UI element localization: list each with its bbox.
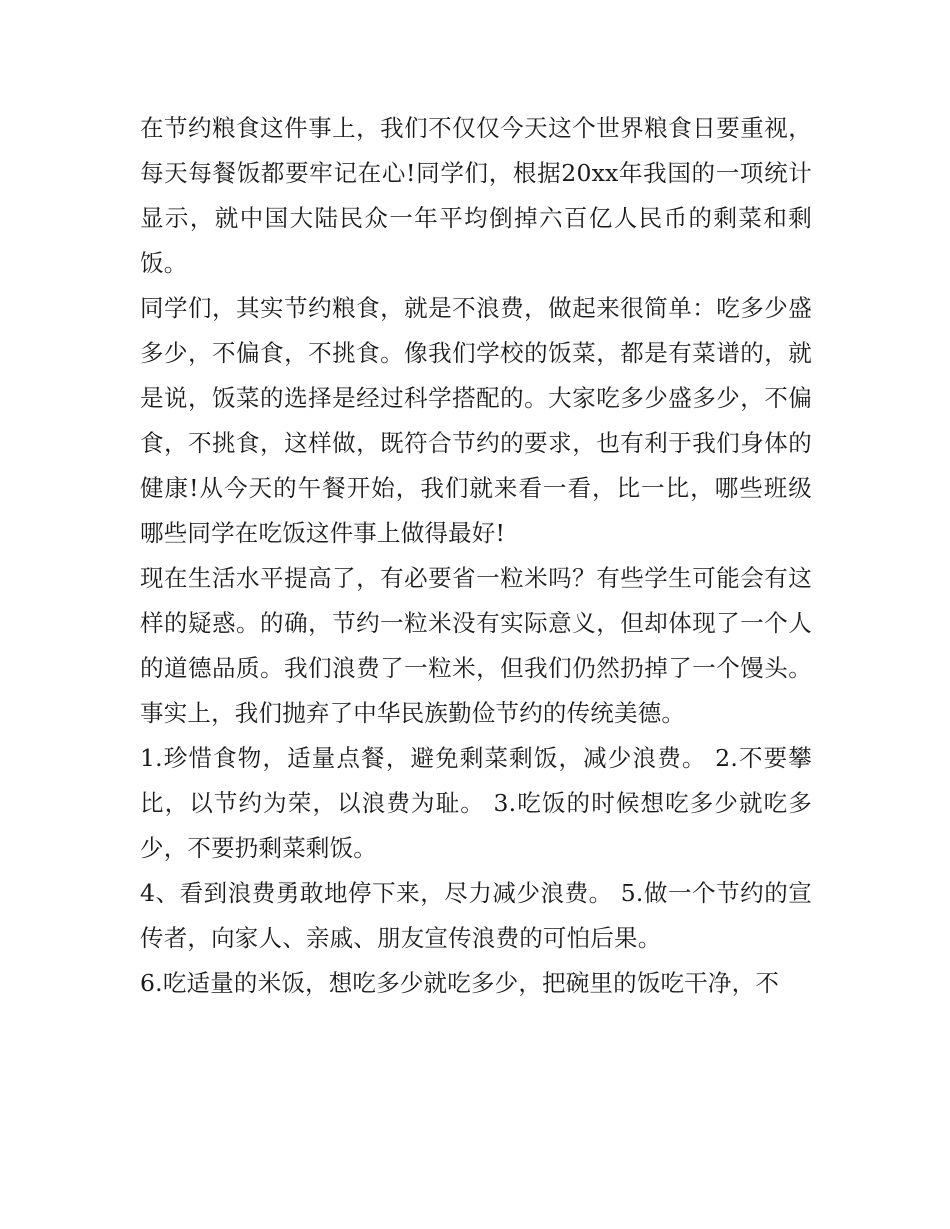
paragraph-5-list-items: 4、看到浪费勇敢地停下来，尽力减少浪费。 5.做一个节约的宣传者，向家人、亲戚、朋友宣传浪费的可怕后果。 [140,879,812,952]
paragraph-1: 在节约粮食这件事上，我们不仅仅今天这个世界粮食日要重视，每天每餐饭都要牢记在心!同学们，根据20xx年我国的一项统计显示，就中国大陆民众一年平均倒掉六百亿人民币的剩菜和剩饭。 [140,114,812,277]
document-body [140,106,812,1006]
paragraph-6-list-item: 6.吃适量的米饭，想吃多少就吃多少，把碗里的饭吃干净，不 [140,969,780,997]
paragraph-4-list-items: 1.珍惜食物，适量点餐，避免剩菜剩饭，减少浪费。 2.不要攀比，以节约为荣，以浪费为耻。 3.吃饭的时候想吃多少就吃多少，不要扔剩菜剩饭。 [140,744,812,862]
paragraph-3: 现在生活水平提高了，有必要省一粒米吗？有些学生可能会有这样的疑惑。的确，节约一粒米没有实际意义，但却体现了一个人的道德品质。我们浪费了一粒米，但我们仍然扔掉了一个馒头。事实上，我们抛弃了中华民族勤俭节约的传统美德。 [140,564,812,727]
paragraph-2: 同学们，其实节约粮食，就是不浪费，做起来很简单：吃多少盛多少，不偏食，不挑食。像我们学校的饭菜，都是有菜谱的，就是说，饭菜的选择是经过科学搭配的。大家吃多少盛多少，不偏食，不挑食，这样做，既符合节约的要求，也有利于我们身体的健康!从今天的午餐开始，我们就来看一看，比一比，哪些班级哪些同学在吃饭这件事上做得最好! [140,294,812,547]
